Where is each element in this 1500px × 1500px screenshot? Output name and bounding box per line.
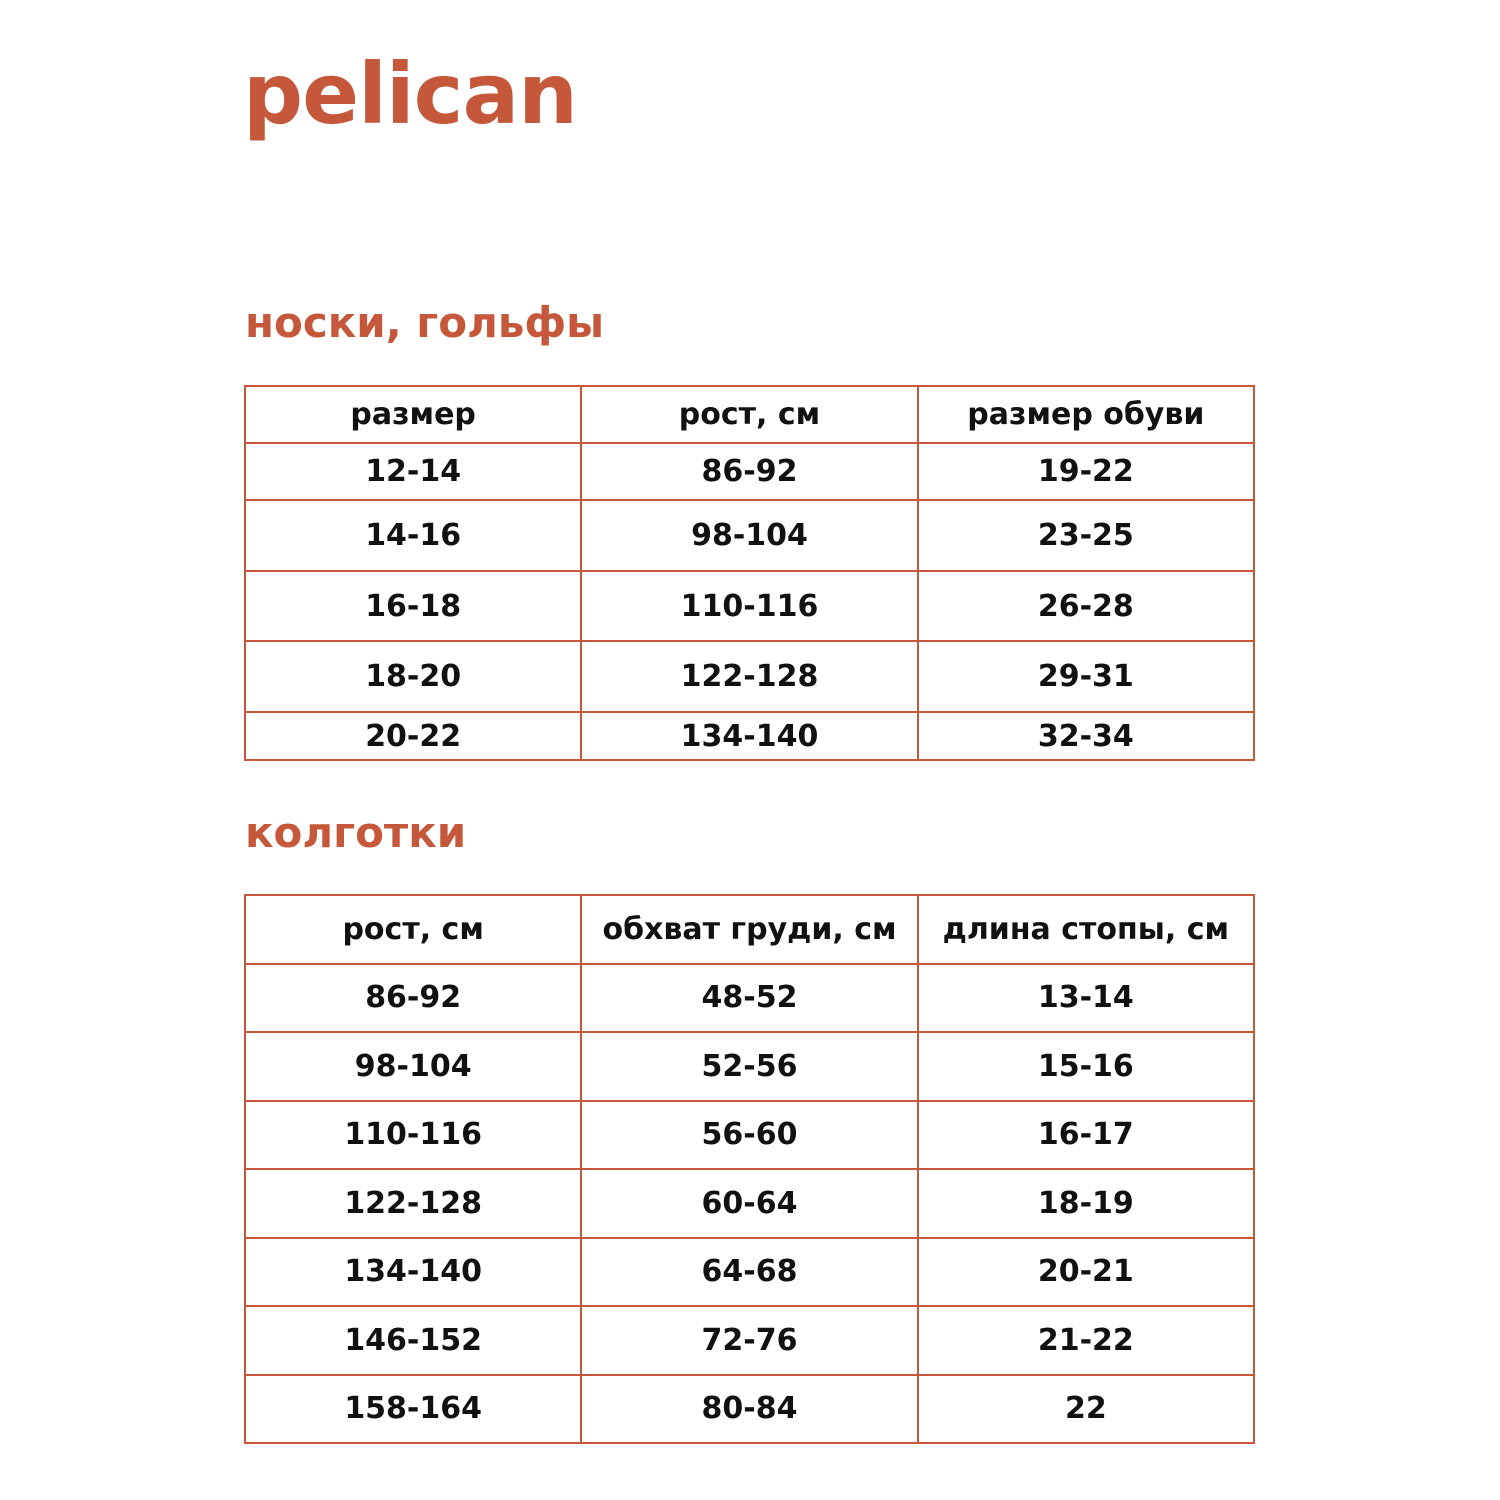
table-cell: 110-116 (581, 571, 917, 641)
table-header-row (245, 895, 1254, 964)
table-cell: 16-17 (918, 1101, 1254, 1170)
header-cell: обхват груди, см (581, 895, 917, 964)
table-row (245, 641, 1254, 712)
table-cell: 134-140 (245, 1238, 581, 1307)
section-title-socks: носки, гольфы (245, 298, 605, 347)
header-cell: рост, см (581, 386, 917, 443)
table-cell: 158-164 (245, 1375, 581, 1444)
table-cell: 18-20 (245, 641, 581, 712)
table-row (245, 1032, 1254, 1101)
header-cell: длина стопы, см (918, 895, 1254, 964)
header-cell: рост, см (245, 895, 581, 964)
table-row (245, 571, 1254, 641)
table-row (245, 964, 1254, 1033)
table-cell: 26-28 (918, 571, 1254, 641)
table-header-row (245, 386, 1254, 443)
table-row (245, 500, 1254, 571)
table-row (245, 1375, 1254, 1444)
table-cell: 12-14 (245, 443, 581, 500)
table-cell: 98-104 (581, 500, 917, 571)
brand-logo: pelican (243, 45, 577, 143)
table-cell: 52-56 (581, 1032, 917, 1101)
socks-size-table (244, 385, 1255, 761)
table-cell: 80-84 (581, 1375, 917, 1444)
header-cell: размер (245, 386, 581, 443)
table-cell: 110-116 (245, 1101, 581, 1170)
table-cell: 48-52 (581, 964, 917, 1033)
section-title-tights: колготки (245, 808, 467, 857)
table-row (245, 443, 1254, 500)
table-cell: 23-25 (918, 500, 1254, 571)
table-cell: 13-14 (918, 964, 1254, 1033)
table-cell: 20-21 (918, 1238, 1254, 1307)
header-cell: размер обуви (918, 386, 1254, 443)
table-cell: 64-68 (581, 1238, 917, 1307)
table-row (245, 1169, 1254, 1238)
table-cell: 86-92 (245, 964, 581, 1033)
table-cell: 16-18 (245, 571, 581, 641)
table-row (245, 1101, 1254, 1170)
table-cell: 18-19 (918, 1169, 1254, 1238)
table-cell: 60-64 (581, 1169, 917, 1238)
table-row (245, 1306, 1254, 1375)
table-cell: 21-22 (918, 1306, 1254, 1375)
table-row (245, 712, 1254, 760)
table-row (245, 1238, 1254, 1307)
table-cell: 56-60 (581, 1101, 917, 1170)
table-cell: 32-34 (918, 712, 1254, 760)
table-cell: 22 (918, 1375, 1254, 1444)
table-cell: 72-76 (581, 1306, 917, 1375)
table-cell: 14-16 (245, 500, 581, 571)
table-cell: 15-16 (918, 1032, 1254, 1101)
table-cell: 20-22 (245, 712, 581, 760)
tights-size-table (244, 894, 1255, 1444)
table-cell: 122-128 (245, 1169, 581, 1238)
table-cell: 98-104 (245, 1032, 581, 1101)
table-cell: 134-140 (581, 712, 917, 760)
table-cell: 19-22 (918, 443, 1254, 500)
table-cell: 86-92 (581, 443, 917, 500)
table-cell: 146-152 (245, 1306, 581, 1375)
table-cell: 29-31 (918, 641, 1254, 712)
table-cell: 122-128 (581, 641, 917, 712)
